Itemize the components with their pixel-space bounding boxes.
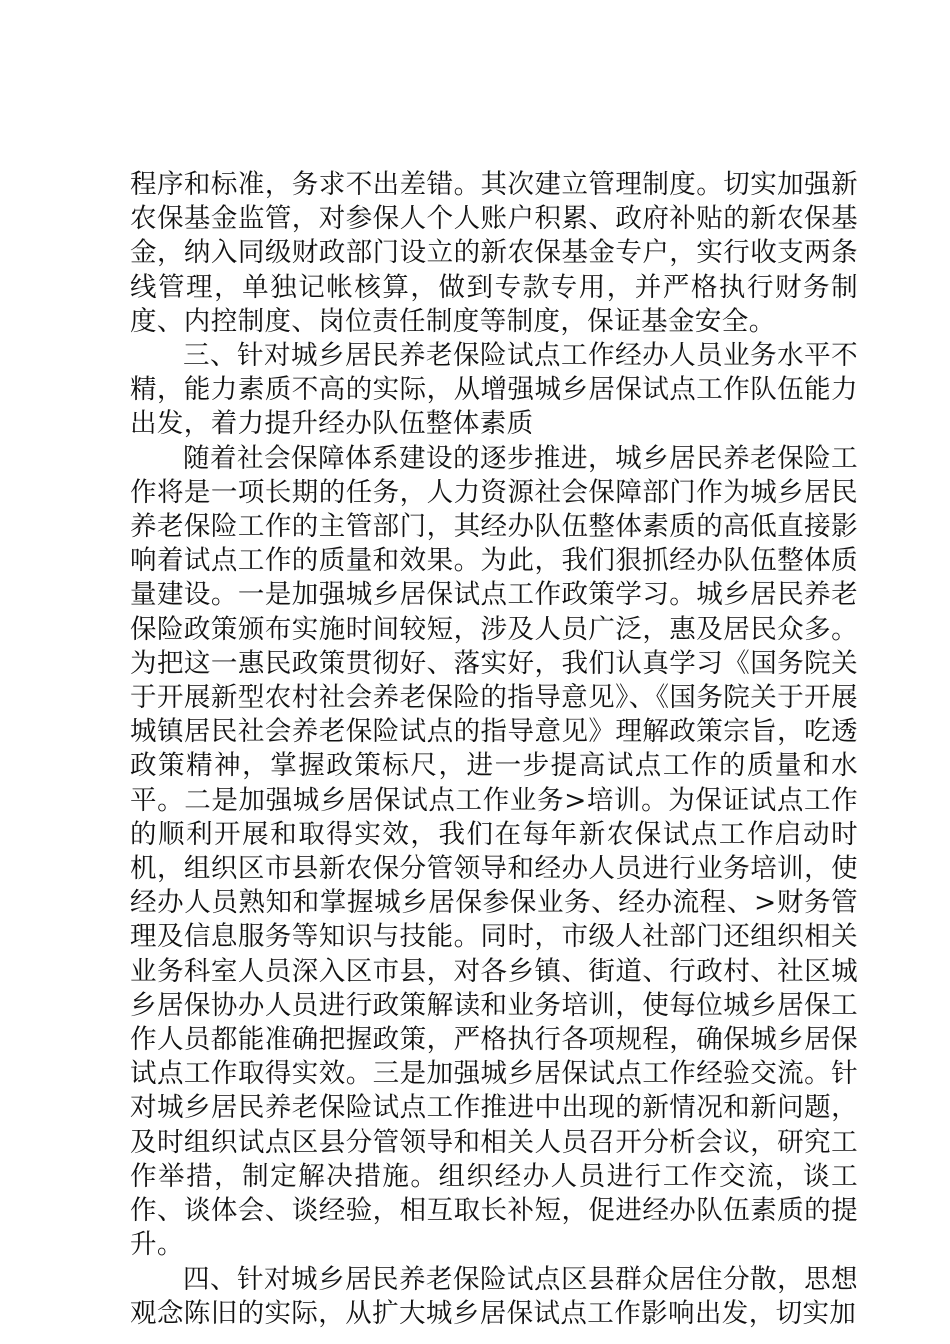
paragraph-2: 随着社会保障体系建设的逐步推进，城乡居民养老保险工作将是一项长期的任务，人力资源社会保障部门作为城乡居民养老保险工作的主管部门，其经办队伍整体素质的高低直接影响着试点工作的质量和效果。为此，我们狠抓经办队伍整体质量建设。一是加强城乡居保试点工作政策学习。城乡居民养老保险政策颁布实施时间较短，涉及人员广泛，惠及居民众多。为把这一惠民政策贯彻好、落实好，我们认真学习《国务院关于开展新型农村社会养老保险的指导意见》、《国务院关于开展城镇居民社会养老保险试点的指导意见》理解政策宗旨，吃透政策精神，掌握政策标尺，进一步提高试点工作的质量和水平。二是加强城乡居保试点工作业务>培训。为保证试点工作的顺利开展和取得实效，我们在每年新农保试点工作启动时机，组织区市县新农保分管领导和经办人员进行业务培训，使经办人员熟知和掌握城乡居保参保业务、经办流程、>财务管理及信息服务等知识与技能。同时，市级人社部门还组织相关业务科室人员深入区市县，对各乡镇、街道、行政村、社区城乡居保协办人员进行政策解读和业务培训，使每位城乡居保工作人员都能准确把握政策，严格执行各项规程，确保城乡居保试点工作取得实效。三是加强城乡居保试点工作经验交流。针对城乡居民养老保险试点工作推进中出现的新情况和新问题，及时组织试点区县分管领导和相关人员召开分析会议，研究工作举措，制定解决措施。组织经办人员进行工作交流，谈工作、谈体会、谈经验，相互取长补短，促进经办队伍素质的提升。 bbox=[130, 442, 858, 1261]
section-heading-4: 四、针对城乡居民养老保险试点区县群众居住分散，思想观念陈旧的实际，从扩大城乡居保试点工作影响出发，切实加 bbox=[130, 1263, 858, 1329]
document-body bbox=[130, 168, 858, 1331]
section-heading-3: 三、针对城乡居民养老保险试点工作经办人员业务水平不精，能力素质不高的实际，从增强城乡居保试点工作队伍能力出发，着力提升经办队伍整体素质 bbox=[130, 340, 858, 440]
paragraph-1: 程序和标准，务求不出差错。其次建立管理制度。切实加强新农保基金监管，对参保人个人账户积累、政府补贴的新农保基金，纳入同级财政部门设立的新农保基金专户，实行收支两条线管理，单独记帐核算，做到专款专用，并严格执行财务制度、内控制度、岗位责任制度等制度，保证基金安全。 bbox=[130, 169, 858, 337]
